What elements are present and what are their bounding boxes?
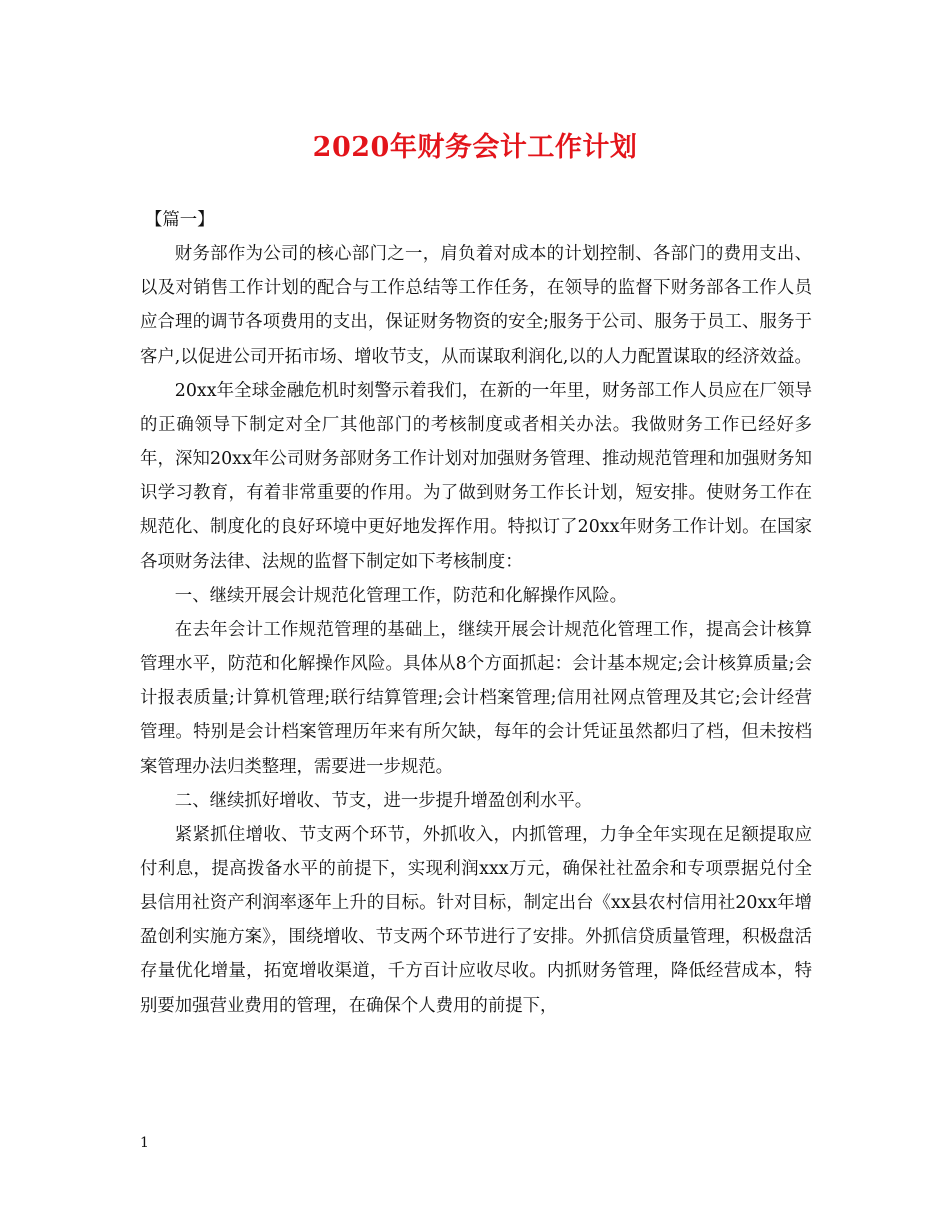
paragraph-point-two: 紧紧抓住增收、节支两个环节，外抓收入，内抓管理，力争全年实现在足额提取应付利息，提高拨备水平的前提下，实现利润xxx万元，确保社社盈余和专项票据兑付全县信用社资产利润率逐年上升的目标。针对目标，制定出台《xx县农村信用社20xx年增盈创利实施方案》，围绕增收、节支两个环节进行了安排。外抓信贷质量管理，积极盘活存量优化增量，拓宽增收渠道，千方百计应收尽收。内抓财务管理，降低经营成本，特别要加强营业费用的管理，在确保个人费用的前提下，	[140, 824, 812, 1016]
paragraph-intro: 财务部作为公司的核心部门之一，肩负着对成本的计划控制、各部门的费用支出、以及对销售工作计划的配合与工作总结等工作任务，在领导的监督下财务部各工作人员应合理的调节各项费用的支出，保证财务物资的安全;服务于公司、服务于员工、服务于客户,以促进公司开拓市场、增收节支，从而谋取利润化,以的人力配置谋取的经济效益。	[140, 244, 812, 367]
document-body	[140, 203, 812, 1023]
page-number: 1	[140, 1135, 149, 1151]
heading-point-one: 一、继续开展会计规范化管理工作，防范和化解操作风险。	[174, 585, 627, 606]
paragraph-background: 20xx年全球金融危机时刻警示着我们，在新的一年里，财务部工作人员应在厂领导的正确领导下制定对全厂其他部门的考核制度或者相关办法。我做财务工作已经好多年，深知20xx年公司财务部财务工作计划对加强财务管理、推动规范管理和加强财务知识学习教育，有着非常重要的作用。为了做到财务工作长计划，短安排。使财务工作在规范化、制度化的良好环境中更好地发挥作用。特拟订了20xx年财务工作计划。在国家各项财务法律、法规的监督下制定如下考核制度：	[140, 380, 812, 572]
section-label: 【篇一】	[145, 210, 215, 230]
document-title: 2020年财务会计工作计划	[312, 132, 638, 163]
heading-point-two: 二、继续抓好增收、节支，进一步提升增盈创利水平。	[174, 790, 593, 811]
paragraph-point-one: 在去年会计工作规范管理的基础上，继续开展会计规范化管理工作，提高会计核算管理水平，防范和化解操作风险。具体从8个方面抓起：会计基本规定;会计核算质量;会计报表质量;计算机管理;联行结算管理;会计档案管理;信用社网点管理及其它;会计经营管理。特别是会计档案管理历年来有所欠缺，每年的会计凭证虽然都归了档，但未按档案管理办法归类整理，需要进一步规范。	[140, 619, 812, 777]
